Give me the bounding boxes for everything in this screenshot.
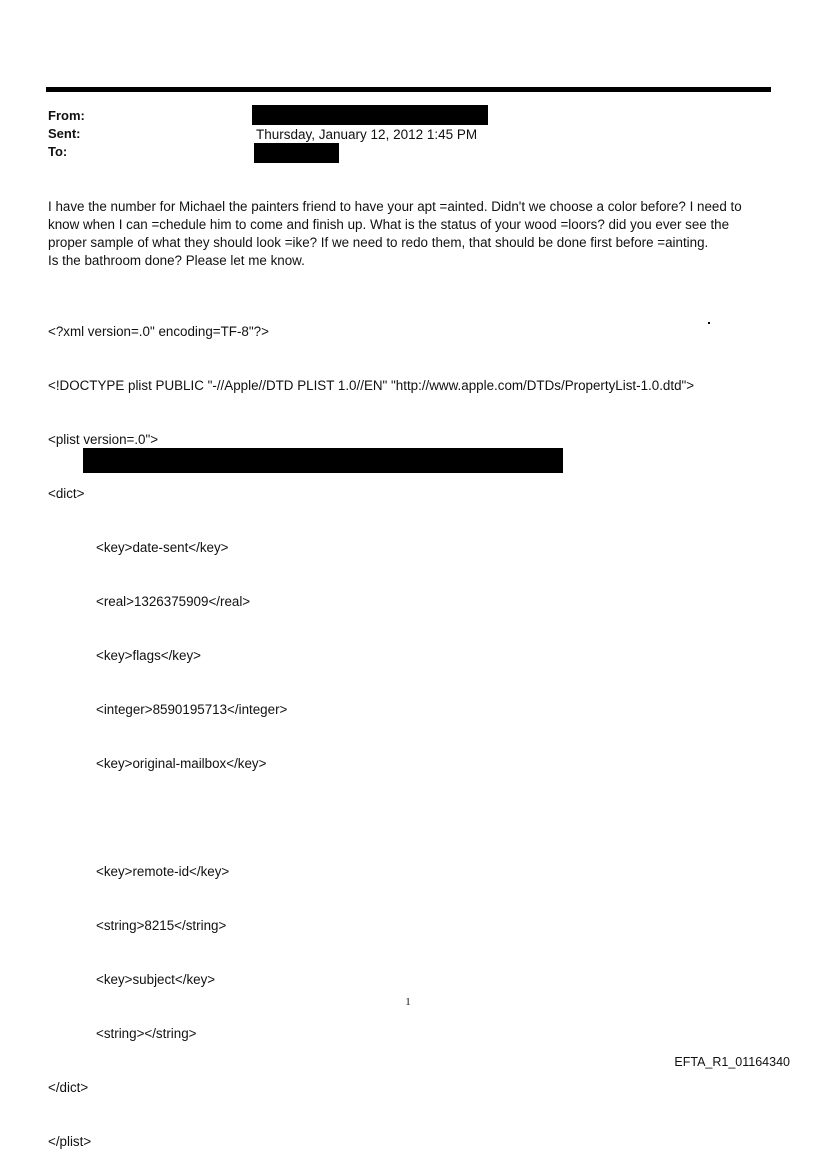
bates-number: EFTA_R1_01164340 <box>674 1055 790 1069</box>
plist-line: <dict> <box>48 486 85 501</box>
body-line: I have the number for Michael the painters friend to have your apt =ainted. Didn't we choose a color before? I need to <box>48 199 742 214</box>
plist-line: <key>date-sent</key> <box>96 540 229 555</box>
plist-line: <string></string> <box>96 1026 197 1041</box>
sent-value: Thursday, January 12, 2012 1:45 PM <box>256 127 478 142</box>
header-divider <box>46 87 771 92</box>
sent-label: Sent: <box>48 126 81 141</box>
body-line: know when I can =chedule him to come and finish up. What is the status of your wood =loors? did you ever see the <box>48 217 730 232</box>
mailbox-redaction <box>83 448 563 473</box>
plist-line: <integer>8590195713</integer> <box>96 702 288 717</box>
body-line: proper sample of what they should look =ike? If we need to redo them, that should be done first before =ainting. <box>48 235 709 250</box>
plist-block <box>48 287 694 1169</box>
plist-line: <string>8215</string> <box>96 918 227 933</box>
email-body <box>48 198 768 270</box>
plist-line: </dict> <box>48 1080 89 1095</box>
plist-line: <key>remote-id</key> <box>96 864 230 879</box>
from-redaction <box>252 105 488 125</box>
plist-line: <?xml version=.0" encoding=TF-8"?> <box>48 324 269 339</box>
to-label: To: <box>48 144 68 159</box>
body-line: Is the bathroom done? Please let me know. <box>48 253 305 268</box>
plist-line: <key>subject</key> <box>96 972 216 987</box>
plist-line: <real>1326375909</real> <box>96 594 251 609</box>
plist-line: <key>original-mailbox</key> <box>96 756 267 771</box>
page-number: 1 <box>405 996 411 1008</box>
plist-line: <key>flags</key> <box>96 648 201 663</box>
to-redaction <box>254 143 339 163</box>
plist-line <box>48 809 694 827</box>
plist-line: </plist> <box>48 1134 92 1149</box>
stray-mark <box>708 322 710 324</box>
plist-line: <!DOCTYPE plist PUBLIC "-//Apple//DTD PLIST 1.0//EN" "http://www.apple.com/DTDs/PropertyList-1.0.dtd"> <box>48 378 695 393</box>
from-label: From: <box>48 108 85 123</box>
plist-line: <plist version=.0"> <box>48 432 159 447</box>
